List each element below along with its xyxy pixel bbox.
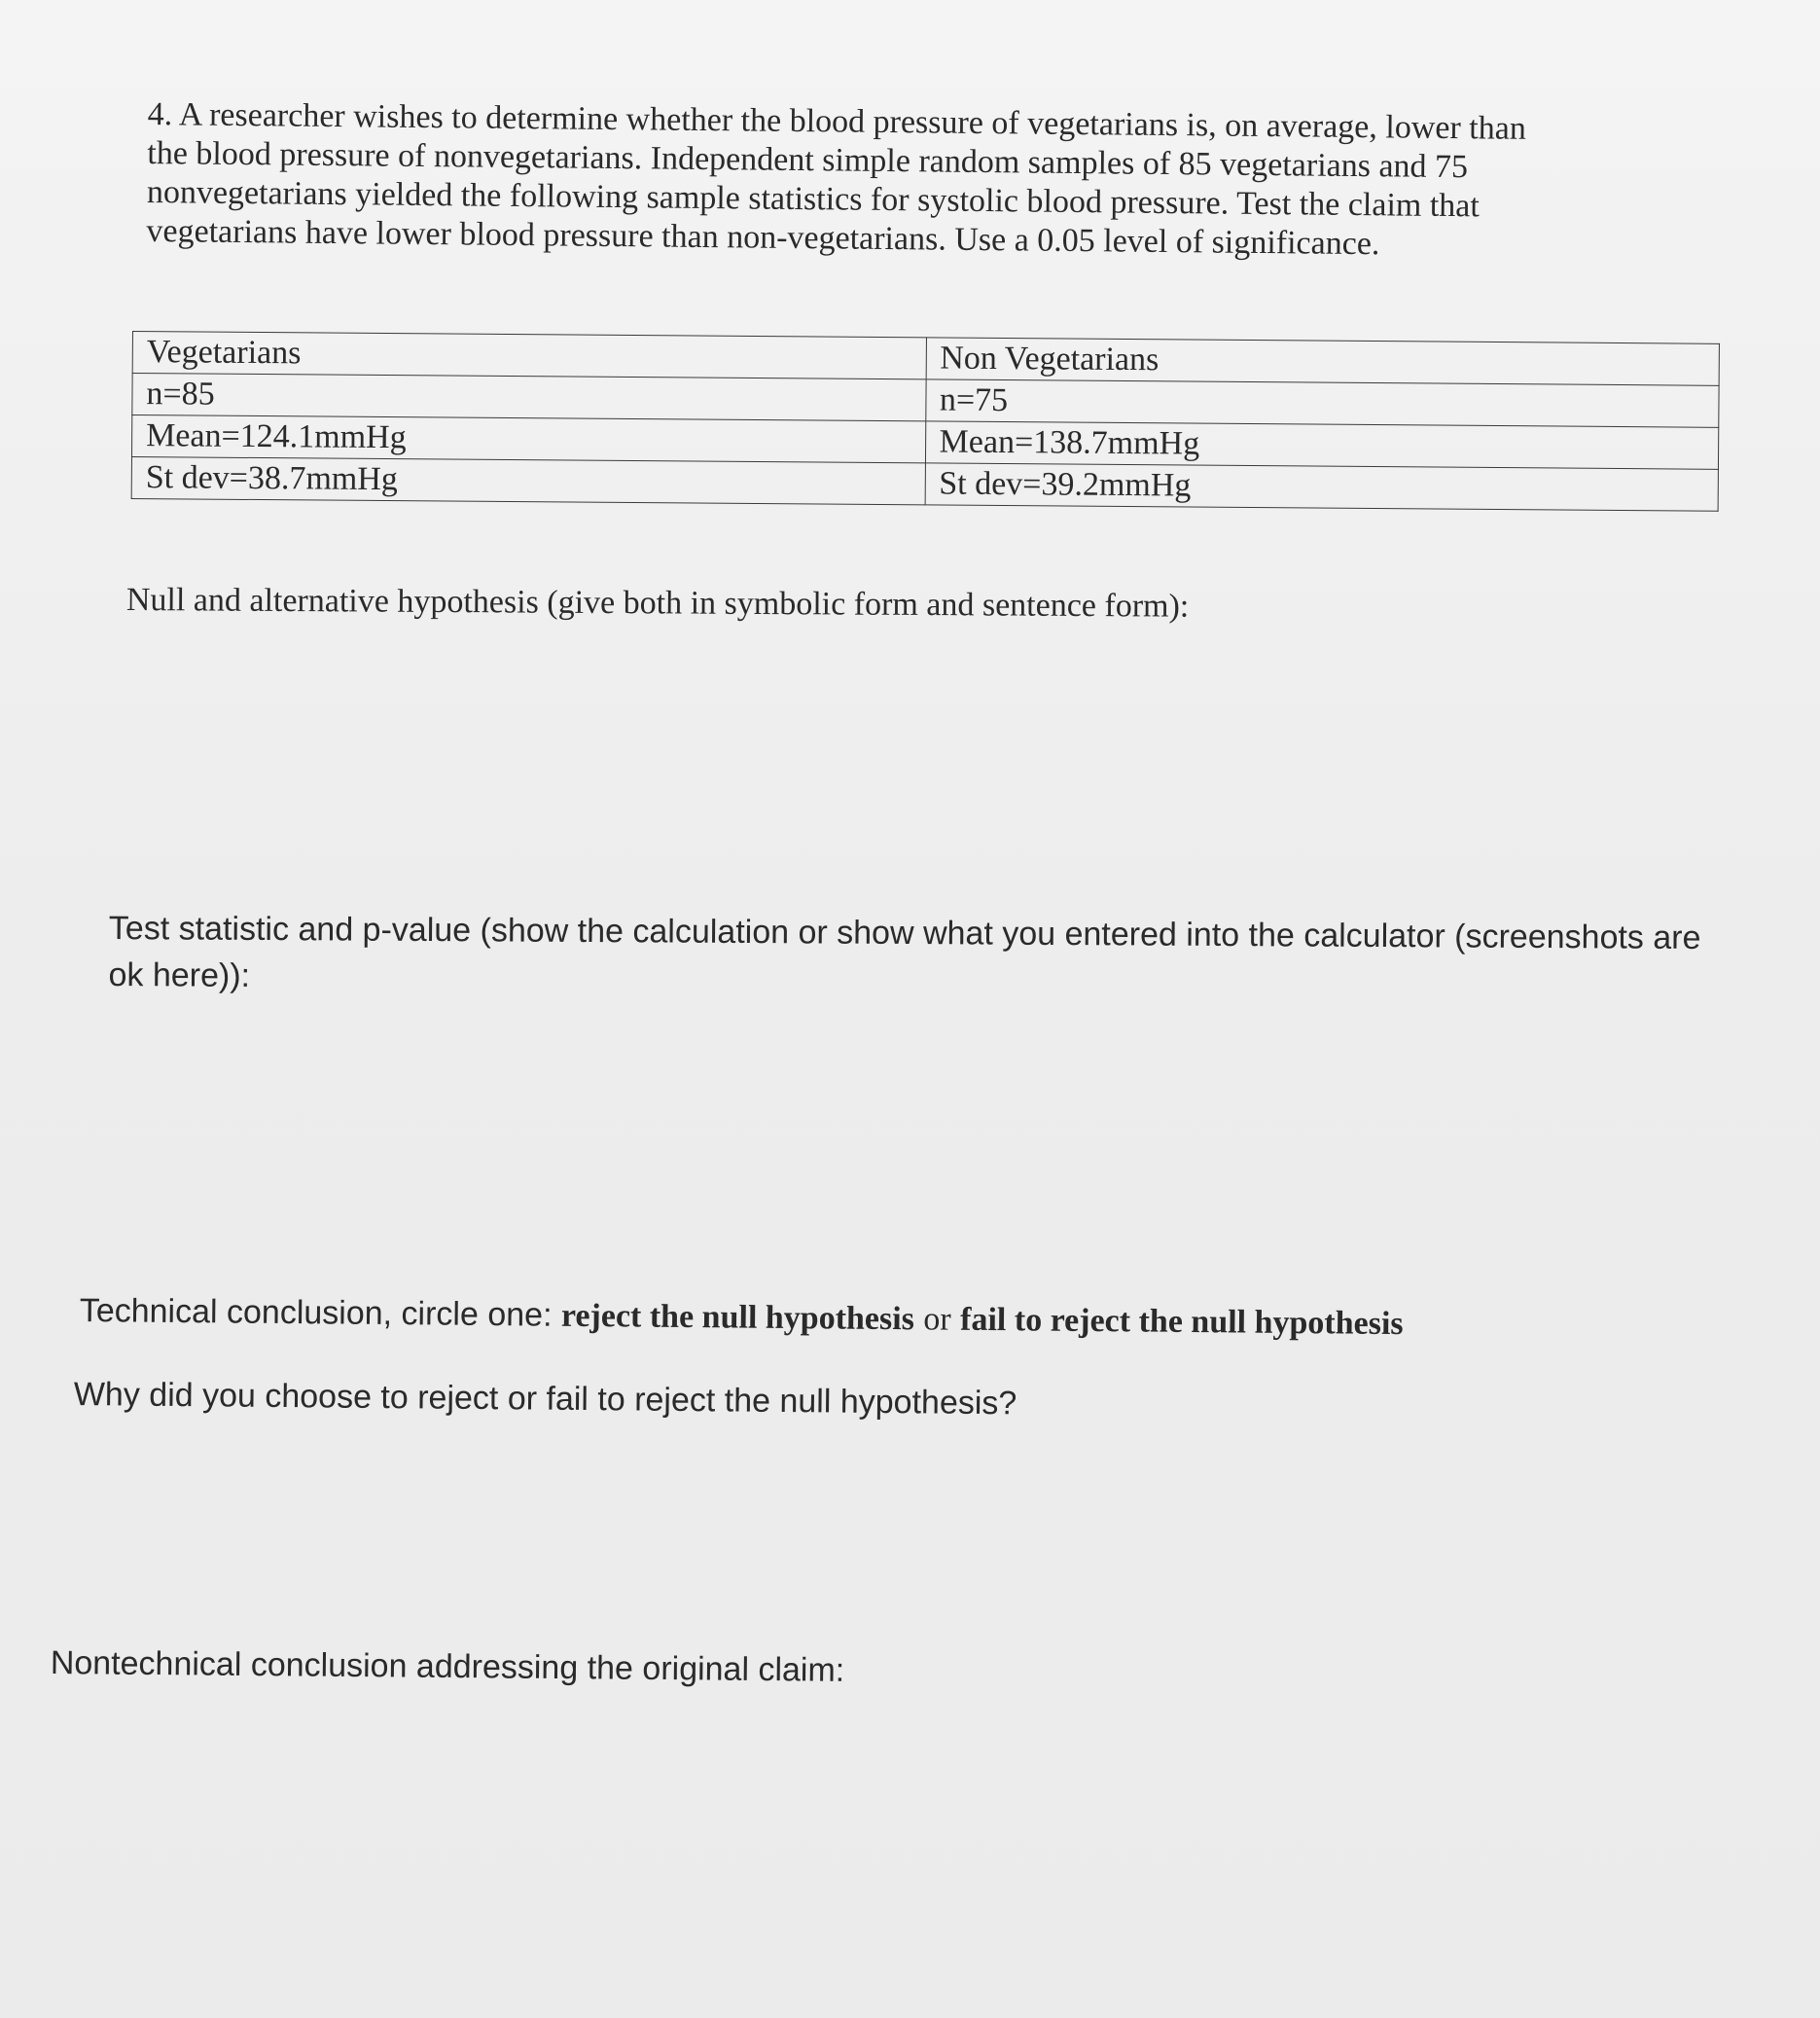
- table-cell: n=85: [132, 374, 926, 421]
- table-cell: Vegetarians: [132, 332, 926, 379]
- table-cell: Non Vegetarians: [926, 338, 1720, 385]
- statistics-table: [131, 331, 1720, 512]
- fail-to-reject-option[interactable]: fail to reject the null hypothesis: [959, 1301, 1404, 1343]
- reject-option[interactable]: reject the null hypothesis: [560, 1297, 915, 1338]
- technical-conclusion-prompt: [80, 1292, 1404, 1343]
- technical-conclusion-label: Technical conclusion, circle one:: [79, 1292, 553, 1334]
- question-text: 4. A researcher wishes to determine whether the blood pressure of vegetarians is, on average, lower than the blood pressure of nonvegetarians. Independent simple random samples of 85 vegetarians and 75 nonvegetarians yielded the following sample statistics for systolic blood pressure. Test the claim that vegetarians have lower blood pressure than non-vegetarians. Use a 0.05 level of significance.: [146, 95, 1527, 263]
- table-cell: St dev=38.7mmHg: [131, 456, 925, 504]
- table-cell: n=75: [925, 379, 1719, 427]
- table-cell: Mean=124.1mmHg: [131, 415, 925, 463]
- null-alternative-prompt: Null and alternative hypothesis (give both in symbolic form and sentence form):: [125, 582, 1190, 625]
- statistics-table-wrapper: [131, 331, 1720, 512]
- or-label: or: [923, 1301, 951, 1338]
- table-cell: St dev=39.2mmHg: [925, 463, 1719, 511]
- nontechnical-conclusion-prompt: Nontechnical conclusion addressing the original claim:: [50, 1644, 845, 1689]
- table-cell: Mean=138.7mmHg: [925, 421, 1719, 469]
- why-prompt: Why did you choose to reject or fail to reject the null hypothesis?: [73, 1376, 1017, 1423]
- test-statistic-prompt: Test statistic and p-value (show the calculation or show what you entered into the calculator (screenshots are ok here)):: [108, 909, 1701, 994]
